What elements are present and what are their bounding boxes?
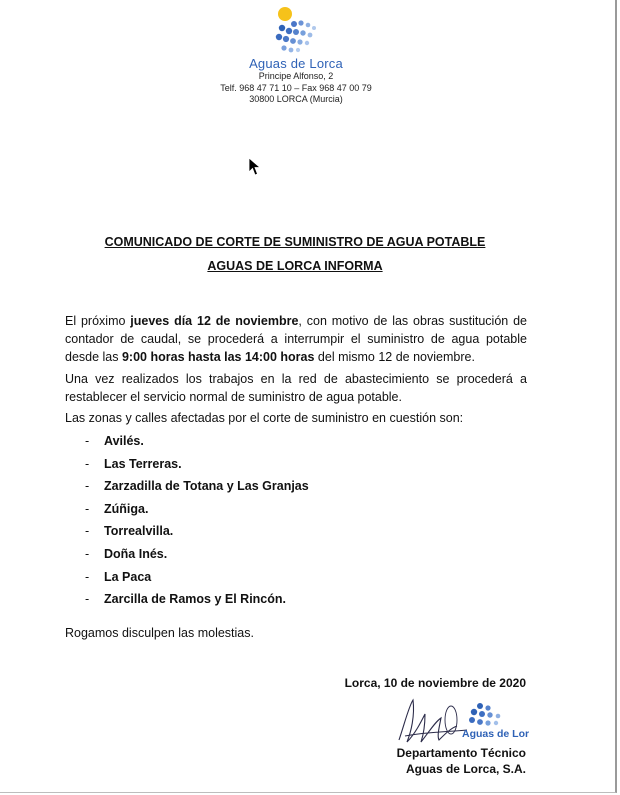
list-item: - Zúñiga. [85, 501, 149, 516]
list-item: - Zarcilla de Ramos y El Rincón. [85, 592, 287, 607]
notice-hours: 9:00 horas hasta las 14:00 horas [121, 350, 315, 364]
mouse-pointer-icon [248, 157, 262, 177]
notice-date: jueves día 12 de noviembre [130, 314, 299, 328]
affected-zones-list [85, 434, 309, 615]
aguas-de-lorca-logo-icon [268, 4, 328, 56]
zones-intro-paragraph: Las zonas y calles afectadas por el corte de suministro en cuestión son: [65, 411, 464, 425]
department-name: Departamento Técnico [396, 746, 526, 760]
address-line: Principe Alfonso, 2 [258, 71, 334, 81]
closing-text: Rogamos disculpen las molestias. [65, 626, 254, 640]
list-item: - Las Terreras. [85, 456, 182, 471]
announcement-subtitle: AGUAS DE LORCA INFORMA [207, 259, 383, 273]
list-item: - Torrealvilla. [85, 524, 174, 539]
list-item: - La Paca [85, 569, 152, 584]
notice-paragraph: El próximo jueves día 12 de noviembre, con motivo de las obras sustitución de contador de caudal, se procederá a interrumpir el suministro de agua potable desde las 9:00 horas hasta las 14:00 horas del mismo 12 de noviembre. [65, 314, 527, 364]
stamp-brand-text: Aguas de Lor [462, 728, 530, 740]
restore-paragraph: Una vez realizados los trabajos en la red de abastecimiento se procederá a restablecer el servicio normal de suministro de agua potable. [65, 372, 527, 404]
city-line: 30800 LORCA (Murcia) [249, 94, 343, 104]
announcement-title: COMUNICADO DE CORTE DE SUMINISTRO DE AGUA POTABLE [104, 235, 486, 249]
letter-date: Lorca, 10 de noviembre de 2020 [344, 676, 526, 690]
list-item: - Doña Inés. [85, 546, 168, 561]
list-item: - Avilés. [85, 434, 144, 448]
brand-name: Aguas de Lorca [249, 56, 343, 71]
list-item: - Zarzadilla de Totana y Las Granjas [85, 479, 309, 494]
company-name: Aguas de Lorca, S.A. [405, 762, 526, 776]
phone-fax-line: Telf. 968 47 71 10 – Fax 968 47 00 79 [220, 83, 372, 93]
